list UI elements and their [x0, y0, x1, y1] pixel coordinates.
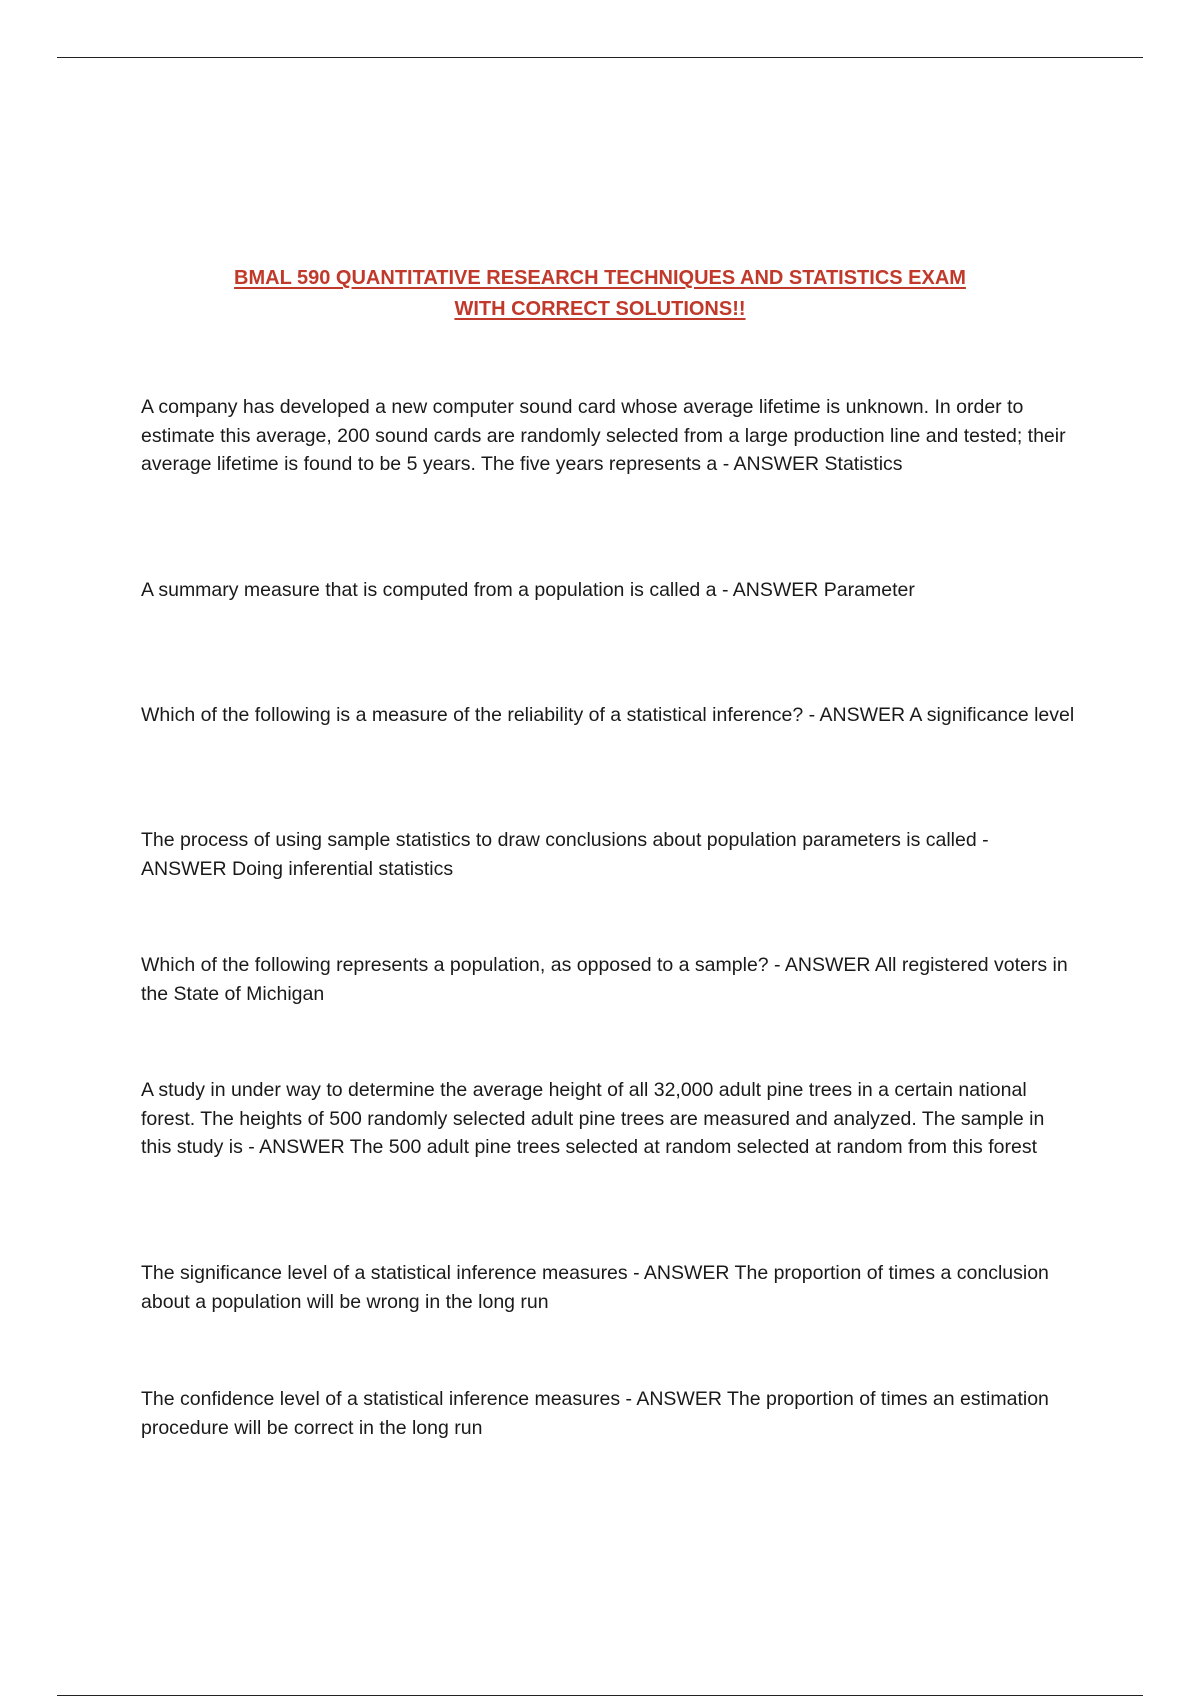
- question-answer-7: The significance level of a statistical inference measures - ANSWER The proportion of times a conclusion about a population will be wrong in the long run: [141, 1262, 1049, 1313]
- document-title-line-1: BMAL 590 QUANTITATIVE RESEARCH TECHNIQUES AND STATISTICS EXAM: [234, 267, 966, 289]
- document-title: [120, 263, 1080, 325]
- question-answer-2: A summary measure that is computed from a population is called a - ANSWER Parameter: [141, 579, 915, 601]
- question-answer-1: A company has developed a new computer sound card whose average lifetime is unknown. In order to estimate this average, 200 sound cards are randomly selected from a large production line and tested; their average lifetime is found to be 5 years. The five years represents a - ANSWER Statistics: [141, 396, 1066, 475]
- document-title-line-2: WITH CORRECT SOLUTIONS!!: [454, 298, 746, 320]
- top-divider: [57, 57, 1143, 58]
- question-answer-3: Which of the following is a measure of the reliability of a statistical inference? - ANSWER A significance level: [141, 704, 1075, 726]
- bottom-divider: [57, 1695, 1143, 1696]
- question-answer-6: A study in under way to determine the average height of all 32,000 adult pine trees in a certain national forest. The heights of 500 randomly selected adult pine trees are measured and analyzed. The sample in this study is - ANSWER The 500 adult pine trees selected at random selected at random from this forest: [141, 1079, 1045, 1158]
- question-answer-5: Which of the following represents a population, as opposed to a sample? - ANSWER All registered voters in the State of Michigan: [141, 954, 1068, 1005]
- question-answer-4: The process of using sample statistics to draw conclusions about population parameters is called - ANSWER Doing inferential statistics: [141, 829, 989, 880]
- question-answer-8: The confidence level of a statistical inference measures - ANSWER The proportion of times an estimation procedure will be correct in the long run: [141, 1388, 1049, 1439]
